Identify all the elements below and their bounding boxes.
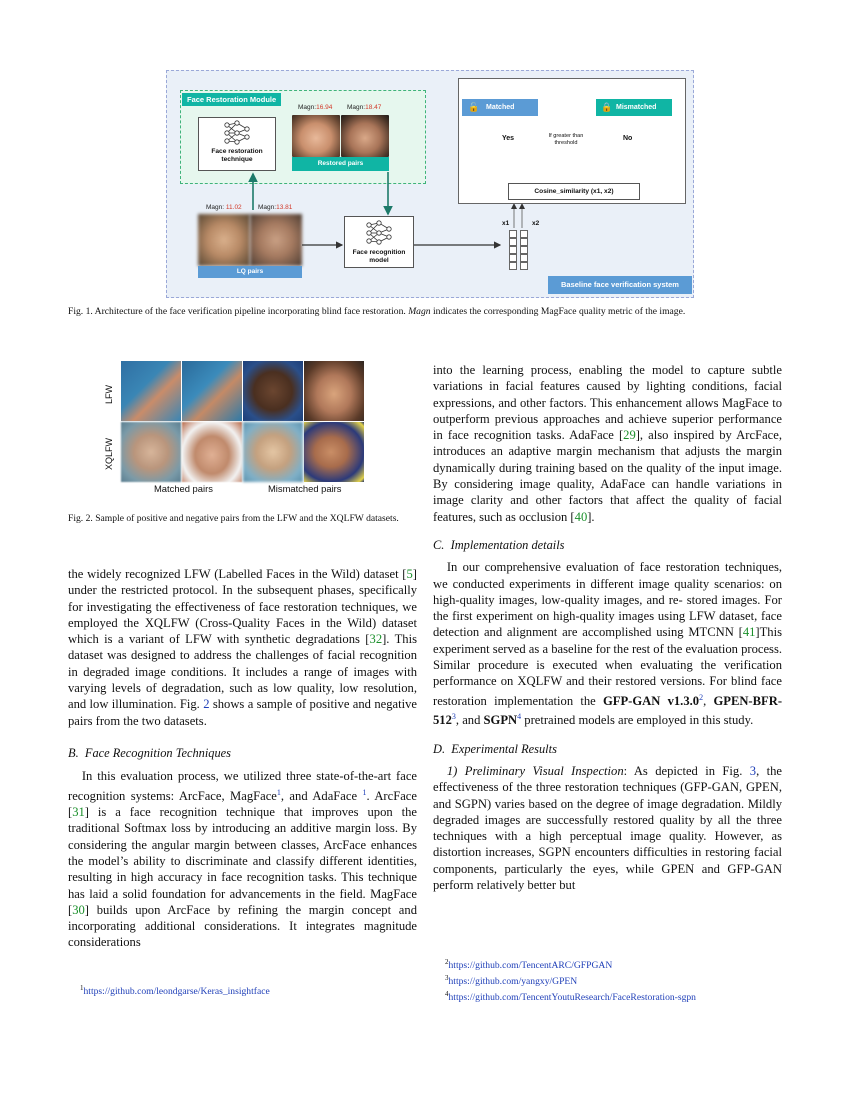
citation-link[interactable]: 29 — [623, 428, 636, 443]
decision-label: If greater than threshold — [548, 133, 584, 146]
vector-cell — [520, 254, 528, 262]
vector-cell — [520, 238, 528, 246]
mismatched-label: Mismatched — [596, 99, 672, 116]
lq-pairs-label: LQ pairs — [198, 266, 302, 278]
lq-magn-1: Magn: 11.02 — [206, 204, 242, 211]
vector-cell — [509, 230, 517, 238]
section-heading-b: B. Face Recognition Techniques — [68, 745, 232, 760]
paragraph: In our comprehensive evaluation of face restoration techniques, we conducted experiments in different image quality scenarios: on high-quality images, low-quality images, and re- stored images. For the first experiment on high-quality images using LFW dataset, face detection and alignment are accomplished using MTCNN [41]This experiment served as a baseline for the rest of the evaluation process. Similar procedure is executed when evaluating the verification performance on XQLFW and their restored versions. For blind face restoration implementation the GFP-GAN v1.3.0$^2$, GPEN-$BFR-512^3$, and SGPN$^4$ pretrained models are employed in this study. — [433, 560, 783, 728]
footnote-url[interactable]: https://github.com/leondgarse/Keras_insightface — [83, 986, 270, 998]
citation-link[interactable]: 41 — [742, 625, 756, 640]
left-column — [68, 566, 417, 951]
baseline-system-label: Baseline face verification system — [548, 276, 692, 294]
figure-link[interactable]: 3 — [749, 763, 757, 778]
citation-link[interactable]: 30 — [72, 902, 85, 917]
section-heading-c: C. Implementation details — [433, 537, 565, 552]
footnote-3: $^3$https://github.com/yangxy/GPEN — [445, 974, 578, 988]
embedding-vector-x1 — [509, 230, 517, 270]
lfw-mismatched-face-1-image — [243, 361, 303, 421]
footnote-link[interactable]: 3 — [451, 712, 456, 722]
recognition-model-label: Face recognition model — [352, 249, 406, 264]
cosine-similarity-box: Cosine_similarity (x1, x2) — [508, 183, 640, 200]
citation-link[interactable]: 31 — [72, 805, 85, 820]
figure-1-caption: Fig. 1. Architecture of the face verification pipeline incorporating blind face restoration. Magn indicates the corresponding MagFace quality metric of the image. — [68, 306, 686, 317]
lock-icon: 🔒 — [601, 102, 613, 112]
xqlfw-mismatched-face-2-image — [304, 422, 364, 482]
footnote-link[interactable]: 2 — [699, 692, 704, 702]
yes-label: Yes — [502, 135, 515, 142]
restored-magn-2: Magn:18.47 — [347, 104, 382, 111]
vector-cell — [520, 246, 528, 254]
lfw-row-label: LFW — [104, 385, 114, 404]
figure-2-caption: Fig. 2. Sample of positive and negative pairs from the LFW and the XQLFW datasets. — [68, 513, 399, 524]
citation-link[interactable]: 5 — [406, 567, 413, 581]
restoration-technique-label: Face restoration technique — [211, 148, 263, 163]
paragraph: In this evaluation process, we utilized three state-of-the-art face recognition systems: ArcFace, MagFace$^1$, and AdaFace $^1$. ArcFace [31] is a face recognition technique that improves upon the traditional Softmax loss by introducing an additive margin loss. By considering the angular margin between classes, ArcFace enhances the model’s ability to discriminate and classify different identities, resulting in high accuracy in face recognition tasks. This technique has laid a solid foundation for advancements in the field. MagFace [30] builds upon ArcFace by refining the margin concept and incorporating additional considerations. It integrates magnitude considerations — [68, 769, 417, 950]
footnote-1: $^1$https://github.com/leondgarse/Keras_insightface — [80, 984, 270, 998]
footnote-link[interactable]: 1 — [276, 787, 281, 797]
footnote-url[interactable]: https://github.com/TencentYoutuResearch/FaceRestoration-sgpn — [448, 992, 696, 1004]
lfw-mismatched-face-2-image — [304, 361, 364, 421]
restored-magn-1: Magn:16.94 — [298, 104, 333, 111]
xqlfw-mismatched-face-1-image — [243, 422, 303, 482]
no-label: No — [623, 135, 633, 142]
lfw-matched-face-2-image — [182, 361, 242, 421]
x2-label: x2 — [532, 220, 540, 227]
right-column — [433, 362, 782, 893]
matched-label: Matched — [462, 99, 538, 116]
vector-cell — [509, 246, 517, 254]
vector-cell — [520, 262, 528, 270]
mismatched-pairs-label: Mismatched pairs — [268, 483, 342, 494]
vector-cell — [509, 254, 517, 262]
figure-link[interactable]: 2 — [203, 697, 210, 712]
footnote-link[interactable]: 4 — [517, 712, 522, 722]
paragraph: into the learning process, enabling the model to capture subtle variations in facial features caused by lighting conditions, facial expressions, and other factors. This enhancement allows MagFace to outperform previous approaches and achieve superior performance in face recognition tasks. AdaFace [29], also inspired by ArcFace, introduces an adaptive margin mechanism that adjusts the margin dynamically during training based on the quality of the input image. By considering image quality, AdaFace can handle variations in image clarity and other factors that affect the quality of facial features, such as occlusion [40]. — [433, 363, 782, 524]
x1-label: x1 — [502, 220, 510, 227]
lfw-matched-face-1-image — [121, 361, 181, 421]
right-footnotes — [445, 956, 696, 1005]
citation-link[interactable]: 32 — [369, 632, 383, 647]
footnote-link[interactable]: 1 — [362, 787, 367, 797]
xqlfw-row-label: XQLFW — [104, 437, 114, 470]
lq-magn-2: Magn:13.81 — [258, 204, 293, 211]
footnote-url[interactable]: https://github.com/yangxy/GPEN — [448, 976, 578, 988]
vector-cell — [509, 262, 517, 270]
restoration-module-label: Face Restoration Module — [182, 93, 281, 106]
paragraph: 1) Preliminary Visual Inspection: As depicted in Fig. 3, the effectiveness of the three restoration techniques (GFP-GAN, GPEN, and SGPN) varies based on the degree of image degradation. Mildly degraded images are successfully restored quality by all the three techniques with a high perceptual image quality. However, as distortion increases, SGPN encounters difficulties in restoring facial components, particularly the eyes, while GPEN and GFP-GAN perform relatively better but — [433, 763, 782, 892]
unlock-icon: 🔓 — [468, 102, 480, 112]
restored-pairs-label: Restored pairs — [292, 157, 389, 171]
footnote-4: $^4$https://github.com/TencentYoutuResearch/FaceRestoration-sgpn — [445, 990, 696, 1004]
footnote-2: $^2$https://github.com/TencentARC/GFPGAN — [445, 958, 613, 972]
xqlfw-matched-face-1-image — [121, 422, 181, 482]
vector-cell — [520, 230, 528, 238]
section-heading-d: D. Experimental Results — [433, 741, 557, 756]
vector-cell — [509, 238, 517, 246]
footnote-url[interactable]: https://github.com/TencentARC/GFPGAN — [448, 960, 613, 972]
xqlfw-matched-face-2-image — [182, 422, 242, 482]
embedding-vector-x2 — [520, 230, 528, 270]
matched-pairs-label: Matched pairs — [154, 483, 213, 494]
citation-link[interactable]: 40 — [574, 509, 588, 524]
paragraph: the widely recognized LFW (Labelled Faces in the Wild) dataset [5] under the restricted protocol. In the subsequent phases, specifically for investigating the effectiveness of face restoration techniques, we employed the XQLFW (Cross-Quality Faces in the Wild) dataset which is a variant of LFW with synthetic degradations [32]. This dataset was designed to address the challenges of facial recognition in degraded image conditions. It includes a range of images with varying levels of degradation, such as low quality, low resolution, and low illumination. Fig. 2 shows a sample of positive and negative pairs from the two datasets. — [68, 567, 418, 728]
